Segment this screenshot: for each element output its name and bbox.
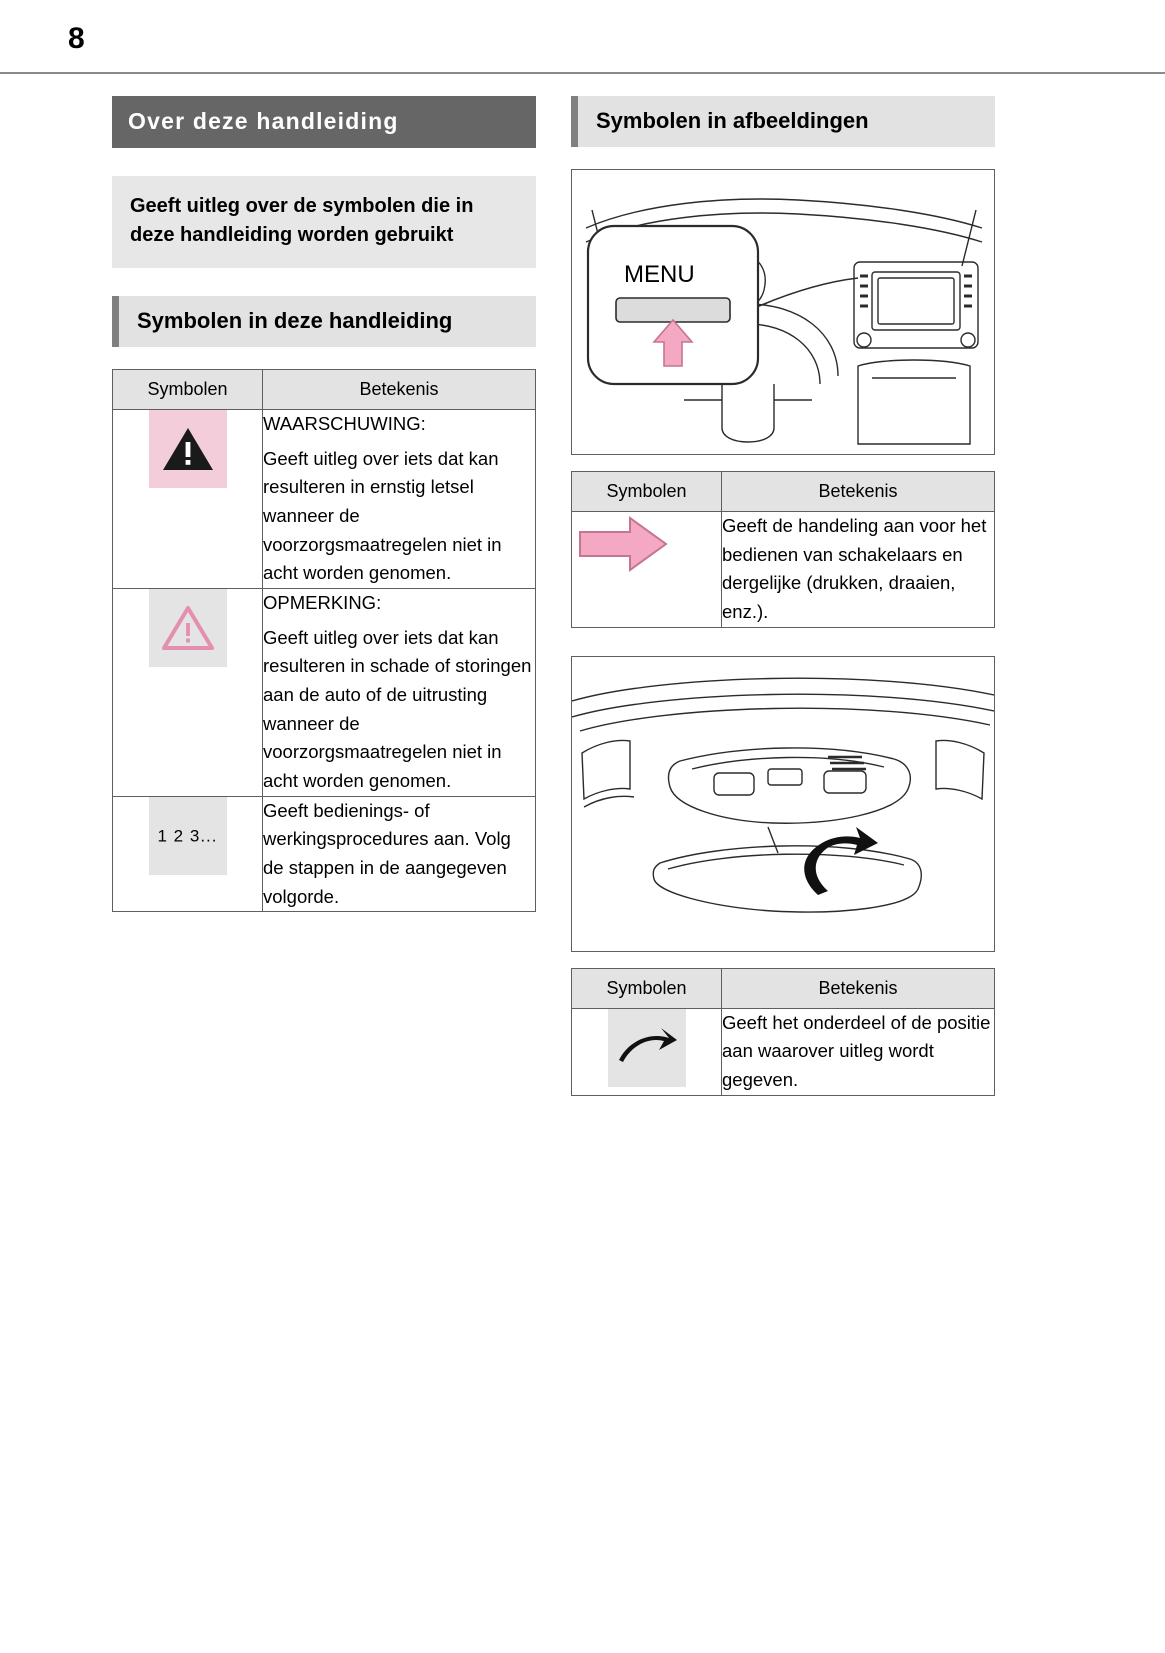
column-header-meaning: Betekenis <box>263 370 536 410</box>
black-arrow-body: Geeft het onderdeel of de positie aan waarover uitleg wordt gegeven. <box>722 1011 991 1091</box>
right-column <box>571 96 995 1096</box>
page-number: 8 <box>68 22 86 55</box>
warning-triangle-black-icon <box>149 410 227 488</box>
symbol-cell-pink-arrow <box>572 512 722 628</box>
pink-block-arrow-icon <box>572 512 721 576</box>
symbols-table-manual <box>112 369 536 912</box>
notice-body: Geeft uitleg over iets dat kan resulteren in schade of storingen aan de auto of de uitrusting wanneer de voorzorgsmaatregelen niet in acht worden genomen. <box>263 626 532 792</box>
table-row <box>113 796 536 912</box>
header-divider <box>0 72 1165 74</box>
table-header-row <box>113 370 536 410</box>
section-banner-about-manual: Over deze handleiding <box>112 96 536 148</box>
table-row <box>572 512 995 628</box>
table-row <box>113 589 536 797</box>
steps-body: Geeft bedienings- of werkingsprocedures aan. Volg de stappen in de aangegeven volgorde. <box>263 799 511 907</box>
column-header-symbols: Symbolen <box>572 472 722 512</box>
symbol-cell-notice <box>113 589 263 797</box>
subsection-banner-symbols-in-manual: Symbolen in deze handleiding <box>112 296 536 347</box>
numbered-steps-icon <box>149 797 227 875</box>
symbols-table-figures-1 <box>571 471 995 628</box>
curved-black-arrow-icon <box>608 1009 686 1087</box>
symbol-cell-black-arrow <box>572 1008 722 1095</box>
warning-body: Geeft uitleg over iets dat kan resulteren in ernstig letsel wanneer de voorzorgsmaatregelen niet in acht worden genomen. <box>263 447 502 584</box>
overhead-console-illustration <box>571 656 995 952</box>
column-header-meaning: Betekenis <box>722 968 995 1008</box>
symbol-cell-warning <box>113 410 263 589</box>
numbered-steps-label: 1 2 3... <box>157 826 218 846</box>
meaning-cell-steps <box>263 796 536 912</box>
notice-title: OPMERKING: <box>263 592 382 614</box>
column-header-meaning: Betekenis <box>722 472 995 512</box>
pink-arrow-body: Geeft de handeling aan voor het bedienen van schakelaars en dergelijke (drukken, draaien, enz.). <box>722 515 987 623</box>
meaning-cell-warning <box>263 410 536 589</box>
table-header-row <box>572 968 995 1008</box>
warning-title: WAARSCHUWING: <box>263 413 426 434</box>
table-header-row <box>572 472 995 512</box>
table-row <box>572 1008 995 1095</box>
left-column <box>112 96 536 912</box>
meaning-cell-black-arrow <box>722 1008 995 1095</box>
notice-triangle-pink-icon <box>149 589 227 667</box>
meaning-cell-pink-arrow <box>722 512 995 628</box>
lead-paragraph: Geeft uitleg over de symbolen die in deze handleiding worden gebruikt <box>112 176 536 268</box>
symbols-table-figures-2 <box>571 968 995 1096</box>
table-row <box>113 410 536 589</box>
svg-text:MENU: MENU <box>624 261 695 288</box>
dashboard-menu-button-illustration <box>571 169 995 455</box>
meaning-cell-notice <box>263 589 536 797</box>
section-banner-symbols-in-figures: Symbolen in afbeeldingen <box>571 96 995 147</box>
symbol-cell-steps <box>113 796 263 912</box>
column-header-symbols: Symbolen <box>572 968 722 1008</box>
column-header-symbols: Symbolen <box>113 370 263 410</box>
